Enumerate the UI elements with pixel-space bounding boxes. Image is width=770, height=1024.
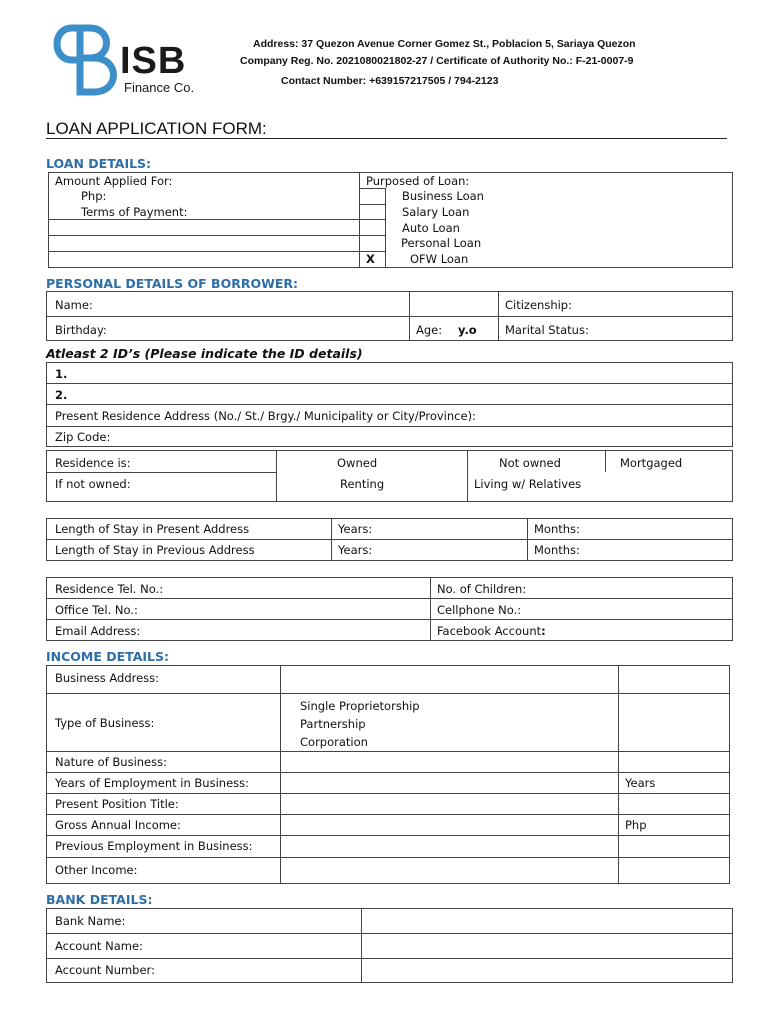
citizenship-label[interactable]: Citizenship:: [505, 298, 572, 312]
other-income-label[interactable]: Other Income:: [55, 863, 138, 877]
ofw-check-mark[interactable]: X: [366, 252, 375, 266]
stay-present-years[interactable]: Years:: [338, 522, 373, 536]
facebook-label-text: Facebook Account: [437, 624, 542, 638]
stay-present-label: Length of Stay in Present Address: [55, 522, 250, 536]
cellphone-label[interactable]: Cellphone No.:: [437, 603, 522, 617]
residence-mortgaged-option[interactable]: Mortgaged: [620, 456, 683, 470]
stay-previous-months[interactable]: Months:: [534, 543, 580, 557]
id-1-field[interactable]: 1.: [55, 367, 68, 381]
company-logo: [50, 22, 210, 100]
residence-living-with-relatives-option[interactable]: Living w/ Relatives: [474, 477, 582, 491]
present-address-label[interactable]: Present Residence Address (No./ St./ Brgy./ Municipality or City/Province):: [55, 409, 476, 423]
age-label[interactable]: Age:: [416, 323, 443, 337]
previous-employment-label[interactable]: Previous Employment in Business:: [55, 839, 253, 853]
business-type-sole-proprietorship[interactable]: Single Proprietorship: [300, 699, 420, 713]
if-not-owned-label: If not owned:: [55, 477, 131, 491]
age-unit: y.o: [458, 323, 477, 337]
account-number-label[interactable]: Account Number:: [55, 963, 155, 977]
residence-renting-option[interactable]: Renting: [340, 477, 385, 491]
position-title-label[interactable]: Present Position Title:: [55, 797, 179, 811]
office-tel-label[interactable]: Office Tel. No.:: [55, 603, 138, 617]
amount-applied-label: Amount Applied For:: [55, 174, 173, 188]
terms-label[interactable]: Terms of Payment:: [81, 205, 188, 219]
purpose-business-loan[interactable]: Business Loan: [402, 189, 484, 203]
gross-income-currency: Php: [625, 818, 647, 832]
form-title: LOAN APPLICATION FORM:: [46, 119, 267, 138]
logo-subtitle: Finance Co.: [124, 80, 195, 95]
business-address-label[interactable]: Business Address:: [55, 671, 160, 685]
stay-previous-label: Length of Stay in Previous Address: [55, 543, 255, 557]
purpose-ofw-loan[interactable]: OFW Loan: [410, 252, 469, 266]
business-type-partnership[interactable]: Partnership: [300, 717, 366, 731]
facebook-label-colon: :: [541, 624, 546, 638]
purpose-auto-loan[interactable]: Auto Loan: [402, 221, 460, 235]
purpose-salary-loan[interactable]: Salary Loan: [402, 205, 470, 219]
php-label[interactable]: Php:: [81, 189, 107, 203]
years-unit: Years: [625, 776, 656, 790]
id-2-field[interactable]: 2.: [55, 388, 68, 402]
marital-status-label[interactable]: Marital Status:: [505, 323, 589, 337]
company-registration: Company Reg. No. 2021080021802-27 / Certificate of Authority No.: F-21-0007-9: [240, 55, 634, 67]
gross-income-label[interactable]: Gross Annual Income:: [55, 818, 181, 832]
stay-previous-years[interactable]: Years:: [338, 543, 373, 557]
nature-of-business-label[interactable]: Nature of Business:: [55, 755, 167, 769]
birthday-label[interactable]: Birthday:: [55, 323, 107, 337]
ids-heading: Atleast 2 ID’s (Please indicate the ID details): [46, 346, 363, 361]
personal-details-heading: PERSONAL DETAILS OF BORROWER:: [46, 276, 299, 291]
stay-present-months[interactable]: Months:: [534, 522, 580, 536]
purpose-heading: Purposed of Loan:: [366, 174, 470, 188]
title-underline: [46, 138, 727, 139]
purpose-personal-loan[interactable]: Personal Loan: [401, 236, 482, 250]
years-employment-label[interactable]: Years of Employment in Business:: [55, 776, 249, 790]
facebook-label[interactable]: [437, 624, 546, 638]
business-type-corporation[interactable]: Corporation: [300, 735, 368, 749]
residence-tel-label[interactable]: Residence Tel. No.:: [55, 582, 164, 596]
residence-owned-option[interactable]: Owned: [337, 456, 378, 470]
company-contact: Contact Number: +639157217505 / 794-2123: [281, 75, 499, 87]
income-details-heading: INCOME DETAILS:: [46, 649, 170, 664]
loan-details-heading: LOAN DETAILS:: [46, 156, 152, 171]
account-name-label[interactable]: Account Name:: [55, 939, 143, 953]
name-label[interactable]: Name:: [55, 298, 93, 312]
residence-not-owned-option[interactable]: Not owned: [499, 456, 561, 470]
children-label[interactable]: No. of Children:: [437, 582, 527, 596]
bank-details-heading: BANK DETAILS:: [46, 892, 153, 907]
logo-name: ISB: [120, 40, 187, 82]
type-of-business-label: Type of Business:: [55, 716, 155, 730]
company-address: Address: 37 Quezon Avenue Corner Gomez St., Poblacion 5, Sariaya Quezon: [253, 38, 636, 50]
email-label[interactable]: Email Address:: [55, 624, 141, 638]
bank-name-label[interactable]: Bank Name:: [55, 914, 126, 928]
residence-is-label: Residence is:: [55, 456, 131, 470]
zip-code-label[interactable]: Zip Code:: [55, 430, 111, 444]
